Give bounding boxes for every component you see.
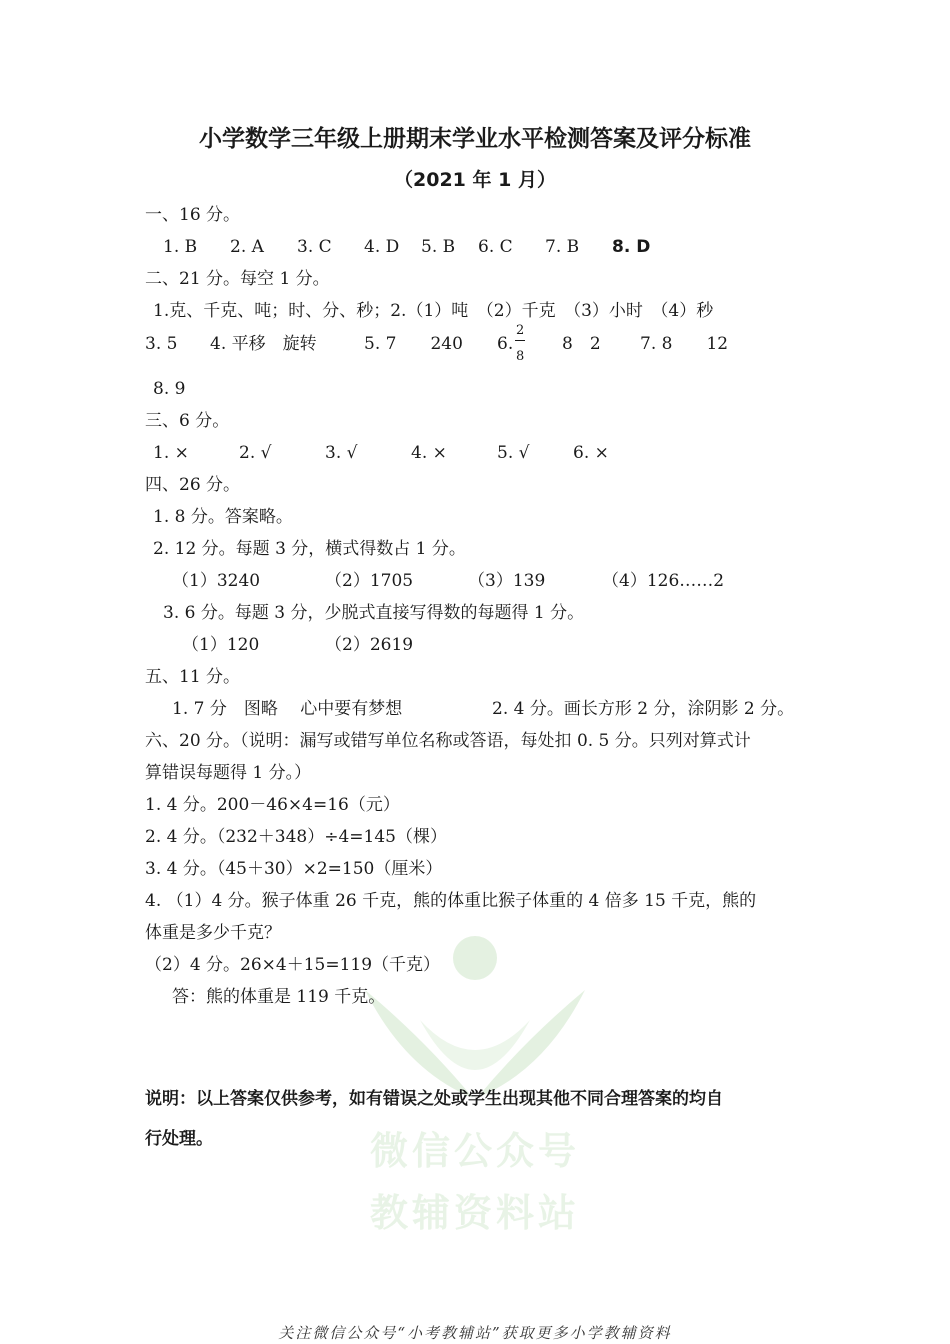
page-title: 小学数学三年级上册期末学业水平检测答案及评分标准 [199,126,751,152]
page-date: （2021 年 1 月） [394,169,556,191]
s2-q4: 4. 平移 旋转 [210,334,317,354]
s4-q3: 3. 6 分。每题 3 分，少脱式直接写得数的每题得 1 分。 [163,603,585,623]
s3-answer-6: 6. × [573,443,609,463]
section-4-heading: 四、26 分。 [145,475,241,495]
s2-q6-denominator: 8 [516,349,525,364]
s6-q4-part-2: （2）4 分。26×4＋15=119（千克） [145,955,441,975]
fraction-bar [515,340,525,341]
s3-answer-1: 1. × [153,443,189,463]
section-3-heading: 三、6 分。 [145,411,230,431]
s3-answer-3: 3. √ [325,443,358,463]
watermark-text-2: 教辅资料站 [369,1191,580,1235]
s2-q8: 8. 9 [153,379,186,399]
s5-q2: 2. 4 分。画长方形 2 分，涂阴影 2 分。 [492,699,795,719]
s6-q4-answer: 答：熊的体重是 119 千克。 [172,987,386,1007]
s4-q3-answer-1: （1）120 [182,635,260,655]
s2-line-1: 1.克、千克、吨；时、分、秒；2.（1）吨 （2）千克 （3）小时 （4）秒 [153,301,714,321]
footer-text: 关注微信公众号“小考教辅站”获取更多小学教辅资料 [278,1324,672,1342]
s6-q4-part-1: 4. （1）4 分。猴子体重 26 千克，熊的体重比猴子体重的 4 倍多 15 千克，熊的 [145,891,757,911]
s3-answer-4: 4. × [411,443,447,463]
watermark-text-1: 微信公众号 [369,1129,580,1173]
s1-answer-7: 7. B [545,237,580,257]
s2-q3: 3. 5 [145,334,178,354]
s4-q2: 2. 12 分。每题 3 分，横式得数占 1 分。 [153,539,466,559]
s5-q1: 1. 7 分 图略 心中要有梦想 [172,699,403,719]
section-6-heading-cont: 算错误每题得 1 分。） [145,763,312,783]
s2-q6: 6. [497,334,514,354]
s2-q6-numerator: 2 [516,323,525,338]
section-1-heading: 一、16 分。 [145,205,241,225]
s2-q7: 7. 8 12 [640,334,729,354]
s1-answer-6: 6. C [478,237,513,257]
section-5-heading: 五、11 分。 [145,667,241,687]
note-line-1: 说明：以上答案仅供参考，如有错误之处或学生出现其他不同合理答案的均自 [145,1089,723,1109]
note-line-2: 行处理。 [145,1129,213,1149]
s6-q1: 1. 4 分。200－46×4=16（元） [145,795,400,815]
s4-q2-answer-1: （1）3240 [172,571,261,591]
s4-q3-answer-2: （2）2619 [325,635,414,655]
s4-q2-answer-4: （4）126……2 [602,571,725,591]
s4-q1: 1. 8 分。答案略。 [153,507,293,527]
s4-q2-answer-2: （2）1705 [325,571,414,591]
s1-answer-2: 2. A [230,237,264,257]
s2-q6-rest: 8 2 [562,334,601,354]
section-6-heading: 六、20 分。（说明：漏写或错写单位名称或答语，每处扣 0. 5 分。只列对算式计 [145,731,751,751]
s6-q4-part-1-cont: 体重是多少千克？ [145,923,281,943]
s1-answer-8: 8. D [612,237,651,257]
s3-answer-2: 2. √ [239,443,272,463]
s6-q2: 2. 4 分。（232＋348）÷4=145（棵） [145,827,447,847]
section-2-heading: 二、21 分。每空 1 分。 [145,269,330,289]
s1-answer-1: 1. B [163,237,198,257]
s1-answer-4: 4. D [364,237,400,257]
s6-q3: 3. 4 分。（45＋30）×2=150（厘米） [145,859,443,879]
s4-q2-answer-3: （3）139 [468,571,546,591]
s1-answer-3: 3. C [297,237,332,257]
s2-q5: 5. 7 240 [364,334,463,354]
s3-answer-5: 5. √ [497,443,530,463]
s1-answer-5: 5. B [421,237,456,257]
